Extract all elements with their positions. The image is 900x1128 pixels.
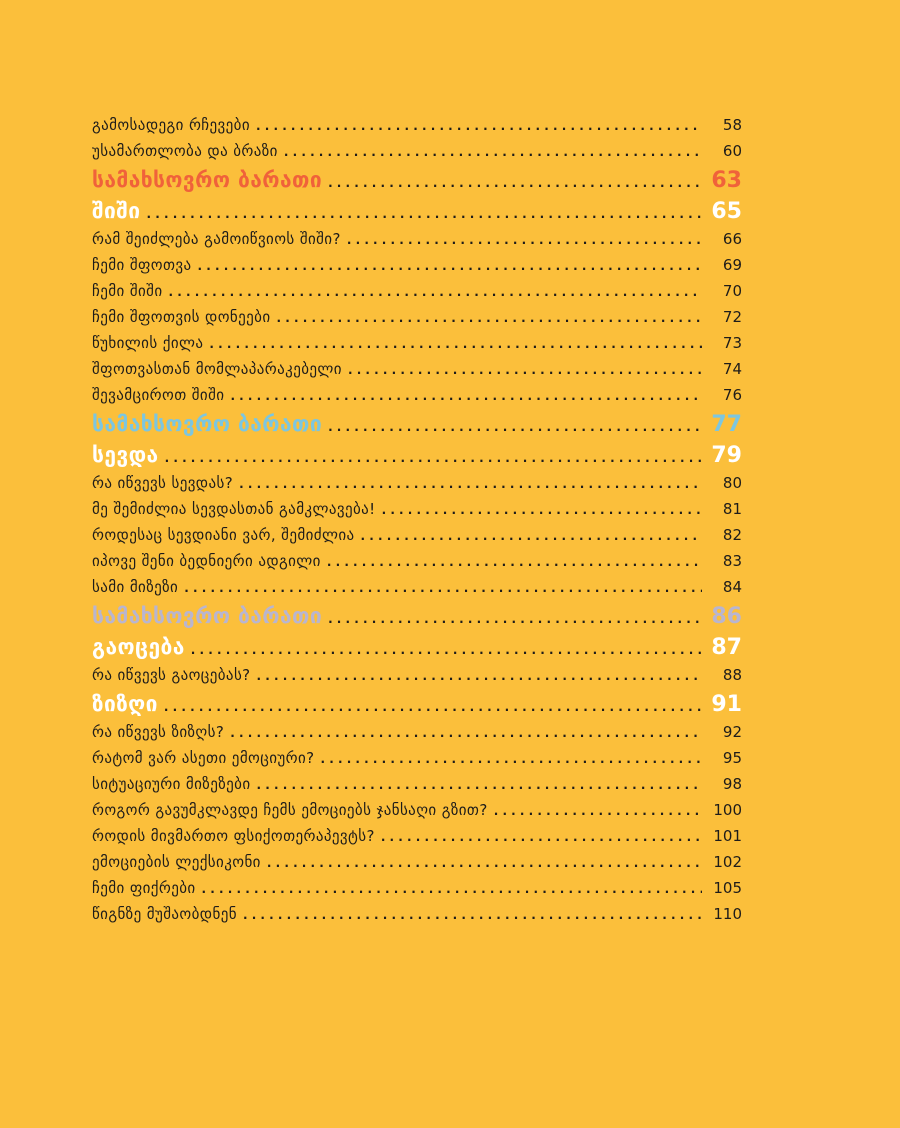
dot-leader [202, 875, 702, 901]
toc-entry [92, 823, 742, 849]
toc-section-title: სამახსოვრო ბარათი [92, 604, 323, 628]
toc-entry [92, 226, 742, 252]
dot-leader [328, 409, 702, 439]
toc-section-page: 63 [711, 168, 742, 193]
toc-entry [92, 901, 742, 927]
toc-entry-title: ემოციების ლექსიკონი [92, 853, 261, 871]
toc-section-page: 91 [711, 692, 742, 717]
toc-entry-title: რა იწვევს ზიზღს? [92, 723, 225, 741]
dot-leader [257, 662, 702, 688]
toc-entry [92, 138, 742, 164]
toc-section-heading [92, 689, 742, 719]
toc-section-heading [92, 165, 742, 195]
toc-entry [92, 745, 742, 771]
toc-entry-page: 73 [722, 334, 742, 352]
dot-leader [277, 304, 703, 330]
dot-leader [347, 226, 702, 252]
toc-entry [92, 875, 742, 901]
dot-leader [165, 440, 702, 470]
toc-section-page: 65 [711, 199, 742, 224]
toc-entry-page: 88 [722, 666, 742, 684]
toc-entry-page: 80 [722, 474, 742, 492]
toc-entry-title: რა იწვევს სევდას? [92, 474, 234, 492]
dot-leader [146, 196, 702, 226]
toc-entry-page: 101 [713, 827, 742, 845]
toc-section-heading [92, 632, 742, 662]
dot-leader [381, 823, 702, 849]
dot-leader [239, 470, 702, 496]
toc-entry-page: 58 [722, 116, 742, 134]
toc-entry [92, 797, 742, 823]
toc-entry-page: 84 [722, 578, 742, 596]
dot-leader [257, 771, 703, 797]
dot-leader [328, 165, 702, 195]
toc-entry-title: რატომ ვარ ასეთი ემოციური? [92, 749, 315, 767]
toc-section-title: სევდა [92, 443, 159, 467]
dot-leader [243, 901, 702, 927]
toc-entry-title: შევამციროთ შიში [92, 386, 225, 404]
toc-entry [92, 719, 742, 745]
toc-entry-title: რამ შეიძლება გამოიწვიოს შიში? [92, 230, 341, 248]
toc-entry [92, 548, 742, 574]
toc-entry [92, 330, 742, 356]
toc-entry-title: როდესაც სევდიანი ვარ, შემიძლია [92, 526, 355, 544]
toc-entry [92, 662, 742, 688]
dot-leader [230, 719, 702, 745]
toc-entry-page: 110 [713, 905, 742, 923]
dot-leader [320, 745, 702, 771]
toc-entry-page: 70 [722, 282, 742, 300]
toc-section-page: 79 [711, 443, 742, 468]
dot-leader [256, 112, 702, 138]
toc-section-title: სამახსოვრო ბარათი [92, 168, 323, 192]
toc-entry-page: 60 [722, 142, 742, 160]
toc-entry-page: 95 [722, 749, 742, 767]
toc-entry-page: 69 [722, 256, 742, 274]
toc-section-title: გაოცება [92, 635, 185, 659]
toc-entry [92, 470, 742, 496]
dot-leader [197, 252, 702, 278]
dot-leader [348, 356, 702, 382]
toc-entry-title: უსამართლობა და ბრაზი [92, 142, 278, 160]
toc-entry-page: 92 [722, 723, 742, 741]
toc-section-heading [92, 601, 742, 631]
toc-entry [92, 382, 742, 408]
dot-leader [284, 138, 702, 164]
toc-section-heading [92, 409, 742, 439]
toc-entry [92, 278, 742, 304]
toc-entry-title: რა იწვევს გაოცებას? [92, 666, 251, 684]
dot-leader [328, 601, 702, 631]
dot-leader [494, 797, 702, 823]
toc-section-heading [92, 196, 742, 226]
toc-entry-title: შფოთვასთან მომლაპარაკებელი [92, 360, 342, 378]
dot-leader [164, 689, 702, 719]
toc-entry-page: 102 [713, 853, 742, 871]
toc-entry-title: სიტუაციური მიზეზები [92, 775, 251, 793]
dot-leader [327, 548, 702, 574]
toc-entry-title: სამი მიზეზი [92, 578, 179, 596]
toc-entry-title: მე შემიძლია სევდასთან გამკლავება! [92, 500, 376, 518]
toc-entry-page: 105 [713, 879, 742, 897]
toc-section-title: შიში [92, 199, 141, 223]
toc-entry-page: 74 [722, 360, 742, 378]
toc-entry [92, 849, 742, 875]
toc-entry [92, 252, 742, 278]
toc-entry [92, 304, 742, 330]
toc-entry-page: 72 [722, 308, 742, 326]
toc-section-title: ზიზღი [92, 692, 158, 716]
dot-leader [209, 330, 702, 356]
toc-entry [92, 522, 742, 548]
toc-entry-title: ჩემი შფოთვა [92, 256, 192, 274]
toc-section-page: 87 [711, 635, 742, 660]
toc-entry-title: წიგნზე მუშაობდნენ [92, 905, 237, 923]
toc-section-page: 86 [711, 604, 742, 629]
toc-entry-page: 82 [722, 526, 742, 544]
toc-entry-page: 81 [722, 500, 742, 518]
toc-entry-title: წუხილის ქილა [92, 334, 204, 352]
dot-leader [184, 574, 702, 600]
toc-entry [92, 356, 742, 382]
toc-entry [92, 112, 742, 138]
toc-entry-page: 100 [713, 801, 742, 819]
toc-entry-page: 76 [722, 386, 742, 404]
toc-section-heading [92, 440, 742, 470]
toc-entry-page: 66 [722, 230, 742, 248]
dot-leader [267, 849, 702, 875]
toc-entry-title: როდის მივმართო ფსიქოთერაპევტს? [92, 827, 375, 845]
toc-section-page: 77 [711, 412, 742, 437]
toc-entry [92, 496, 742, 522]
toc-entry-title: იპოვე შენი ბედნიერი ადგილი [92, 552, 321, 570]
dot-leader [230, 382, 702, 408]
dot-leader [191, 632, 702, 662]
toc-entry-title: გამოსადეგი რჩევები [92, 116, 250, 134]
toc-entry-title: ჩემი ფიქრები [92, 879, 196, 897]
toc-entry [92, 574, 742, 600]
table-of-contents [92, 112, 742, 927]
toc-entry-title: ჩემი შფოთვის დონეები [92, 308, 271, 326]
toc-entry-title: ჩემი შიში [92, 282, 163, 300]
toc-entry-page: 83 [722, 552, 742, 570]
dot-leader [361, 522, 702, 548]
dot-leader [382, 496, 702, 522]
toc-entry-title: როგორ გავუმკლავდე ჩემს ემოციებს ჯანსაღი გზით? [92, 801, 488, 819]
dot-leader [168, 278, 702, 304]
toc-entry [92, 771, 742, 797]
toc-entry-page: 98 [722, 775, 742, 793]
toc-section-title: სამახსოვრო ბარათი [92, 412, 323, 436]
